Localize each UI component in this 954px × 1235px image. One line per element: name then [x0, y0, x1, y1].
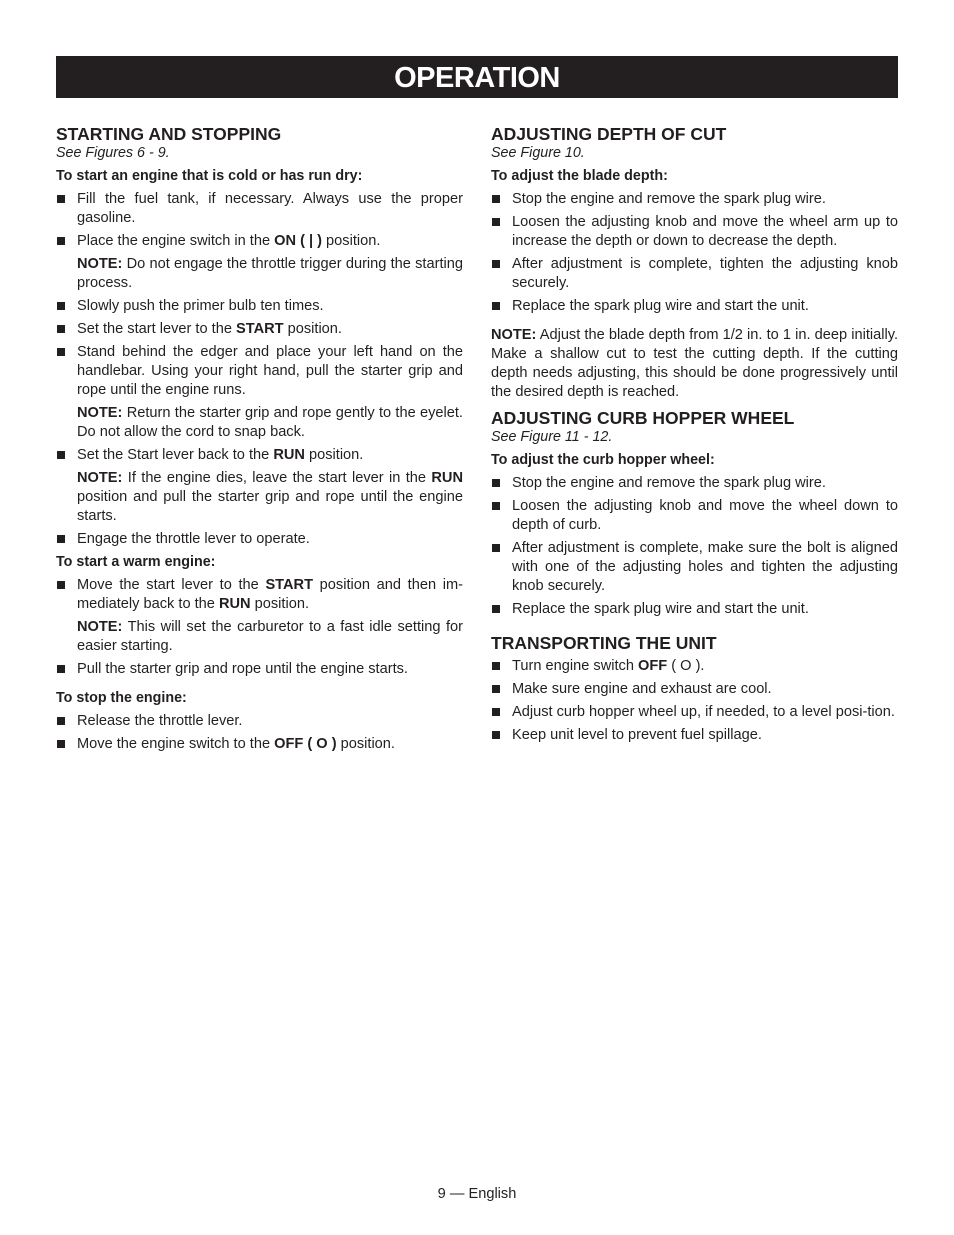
- list-item: Stop the engine and remove the spark plug wire.: [491, 474, 898, 493]
- square-bullet-icon: [57, 535, 65, 543]
- square-bullet-icon: [492, 195, 500, 203]
- list-item: Set the Start lever back to the RUN position.: [56, 446, 463, 465]
- list-item: Fill the fuel tank, if necessary. Always use the proper gasoline.: [56, 190, 463, 228]
- square-bullet-icon: [492, 708, 500, 716]
- left-column: [56, 124, 463, 758]
- depth-of-cut-heading: ADJUSTING DEPTH OF CUT: [491, 124, 727, 144]
- list-item: Keep unit level to prevent fuel spillage.: [491, 726, 898, 745]
- list-item: Engage the throttle lever to operate.: [56, 530, 463, 549]
- square-bullet-icon: [57, 581, 65, 589]
- list-item: Loosen the adjusting knob and move the wheel down to depth of curb.: [491, 497, 898, 535]
- list-item: After adjustment is complete, tighten the adjusting knob securely.: [491, 255, 898, 293]
- cold-start-subheading: To start an engine that is cold or has run dry:: [56, 168, 363, 184]
- list-item: Stand behind the edger and place your left hand on the handlebar. Using your right hand, pull the starter grip and rope until the engine runs.: [56, 343, 463, 400]
- list-item: Make sure engine and exhaust are cool.: [491, 680, 898, 699]
- section-banner: [56, 56, 898, 98]
- page-footer: [0, 1186, 954, 1202]
- square-bullet-icon: [57, 740, 65, 748]
- list-item: Move the start lever to the START position and then im-mediately back to the RUN position.: [56, 576, 463, 614]
- square-bullet-icon: [492, 662, 500, 670]
- list-item: Slowly push the primer bulb ten times.: [56, 297, 463, 316]
- square-bullet-icon: [492, 260, 500, 268]
- warm-start-subheading: To start a warm engine:: [56, 554, 216, 570]
- list-item: Replace the spark plug wire and start the unit.: [491, 297, 898, 316]
- list-item: Set the start lever to the START position.: [56, 320, 463, 339]
- starting-stopping-heading: STARTING AND STOPPING: [56, 124, 282, 144]
- list-item: Loosen the adjusting knob and move the wheel arm up to increase the depth or down to decrease the depth.: [491, 213, 898, 251]
- list-item: Adjust curb hopper wheel up, if needed, to a level posi-tion.: [491, 703, 898, 722]
- list-item: Stop the engine and remove the spark plug wire.: [491, 190, 898, 209]
- note: NOTE: This will set the carburetor to a fast idle setting for easier starting.: [77, 619, 463, 654]
- stop-engine-subheading: To stop the engine:: [56, 690, 187, 706]
- square-bullet-icon: [57, 325, 65, 333]
- blade-depth-subheading: To adjust the blade depth:: [491, 168, 668, 184]
- page-number: 9 — English: [437, 1186, 517, 1202]
- depth-note: NOTE: Adjust the blade depth from 1/2 in. to 1 in. deep initially. Make a shallow cut to test the cutting depth. If the cutting depth needs adjusting, this should be done progressively until the desired depth is reached.: [491, 327, 898, 400]
- square-bullet-icon: [57, 451, 65, 459]
- square-bullet-icon: [57, 195, 65, 203]
- square-bullet-icon: [492, 218, 500, 226]
- note: NOTE: Do not engage the throttle trigger during the starting process.: [77, 256, 463, 291]
- list-item: Move the engine switch to the OFF ( O ) position.: [56, 735, 463, 754]
- square-bullet-icon: [57, 302, 65, 310]
- transporting-heading: TRANSPORTING THE UNIT: [491, 633, 717, 653]
- curb-hopper-subheading: To adjust the curb hopper wheel:: [491, 452, 715, 468]
- note: NOTE: Return the starter grip and rope gently to the eyelet. Do not allow the cord to snap back.: [77, 405, 463, 440]
- figure-reference: See Figures 6 - 9.: [56, 145, 170, 161]
- list-item: After adjustment is complete, make sure the bolt is aligned with one of the adjusting holes and tighten the adjusting knob securely.: [491, 539, 898, 596]
- square-bullet-icon: [492, 605, 500, 613]
- list-item: Replace the spark plug wire and start the unit.: [491, 600, 898, 619]
- square-bullet-icon: [57, 348, 65, 356]
- list-item: Turn engine switch OFF ( O ).: [491, 657, 898, 676]
- square-bullet-icon: [492, 479, 500, 487]
- square-bullet-icon: [492, 685, 500, 693]
- figure-reference: See Figure 10.: [491, 145, 585, 161]
- page-title: OPERATION: [394, 62, 560, 94]
- right-column: [491, 124, 898, 749]
- square-bullet-icon: [492, 731, 500, 739]
- square-bullet-icon: [57, 717, 65, 725]
- figure-reference: See Figure 11 - 12.: [491, 429, 613, 445]
- square-bullet-icon: [492, 502, 500, 510]
- curb-hopper-heading: ADJUSTING CURB HOPPER WHEEL: [491, 408, 795, 428]
- list-item: Release the throttle lever.: [56, 712, 463, 731]
- note: NOTE: If the engine dies, leave the start lever in the RUN position and pull the starter grip and rope until the engine starts.: [77, 470, 463, 524]
- square-bullet-icon: [492, 302, 500, 310]
- list-item: Pull the starter grip and rope until the engine starts.: [56, 660, 463, 679]
- square-bullet-icon: [57, 665, 65, 673]
- list-item: Place the engine switch in the ON ( | ) position.: [56, 232, 463, 251]
- square-bullet-icon: [492, 544, 500, 552]
- square-bullet-icon: [57, 237, 65, 245]
